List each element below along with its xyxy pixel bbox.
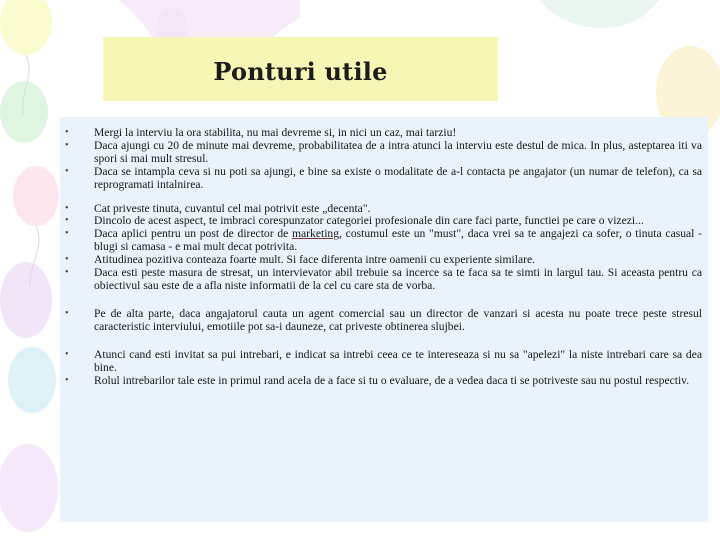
bullet-dot: • bbox=[65, 165, 69, 177]
bullet-list bbox=[62, 127, 702, 387]
list-item-text: Pe de alta parte, daca angajatorul cauta un agent comercial sau un director de vanzari si acesta nu poate trece peste stresul caracteristic interviului, emotiile pot sa-i dauneze, cat priveste obtinerea slujbei. bbox=[94, 306, 702, 333]
list-item bbox=[62, 308, 702, 334]
balloon-shape bbox=[0, 444, 58, 532]
bullet-dot: • bbox=[65, 348, 69, 360]
bullet-dot: • bbox=[65, 202, 69, 214]
balloon-shape bbox=[0, 0, 52, 55]
list-item bbox=[62, 375, 702, 388]
list-item bbox=[62, 140, 702, 166]
list-item-text: Atitudinea pozitiva conteaza foarte mult. Si face diferenta intre oamenii cu experiente similare. bbox=[94, 253, 536, 267]
list-item bbox=[62, 267, 702, 293]
balloon-shape bbox=[0, 262, 52, 338]
marketing-link[interactable]: marketing bbox=[292, 227, 340, 241]
bullet-dot: • bbox=[65, 228, 69, 240]
list-item-text: Dincolo de acest aspect, te imbraci corespunzator categoriei profesionale din care faci parte, functiei pe care o vizezi... bbox=[94, 214, 644, 228]
list-item-text: Rolul intrebarilor tale este in primul rand acela de a face si tu o evaluare, de a vedea daca ti se potriveste sau nu postul respectiv. bbox=[94, 373, 690, 387]
list-item-text: , costumul este un "must", daca vrei sa te angajezi ca sofer, o tinuta casual - blugi si camasa - e mai mult decat potrivita. bbox=[94, 227, 702, 254]
bullet-dot: • bbox=[65, 254, 69, 266]
list-item-text: Daca ajungi cu 20 de minute mai devreme, probabilitatea de a intra atunci la interviu este destul de mica. In plus, asteptarea iti va spori si mai mult stresul. bbox=[94, 138, 702, 165]
balloon-shape bbox=[0, 81, 48, 143]
list-item-text: Daca se intampla ceva si nu poti sa ajungi, e bine sa existe o modalitate de a-l contacta pe angajator (un numar de telefon), ca sa reprogramati intalnirea. bbox=[94, 164, 702, 191]
bullet-dot: • bbox=[65, 215, 69, 227]
bullet-dot: • bbox=[65, 139, 69, 151]
title-banner bbox=[103, 37, 498, 101]
bullet-dot: • bbox=[65, 127, 69, 138]
list-item-text: Cat priveste tinuta, cuvantul cel mai potrivit este „decenta". bbox=[94, 201, 371, 215]
list-item bbox=[62, 349, 702, 375]
list-item-text: Atunci cand esti invitat sa pui intrebari, e indicat sa intrebi ceea ce te intereseaza si nu sa "apelezi" la niste intrebari care sa dea bine. bbox=[94, 347, 702, 374]
list-item bbox=[62, 228, 702, 254]
list-item-text: Daca esti peste masura de stresat, un intervievator abil trebuie sa incerce sa te faca sa te simti in largul tau. Si aceasta pentru ca obiectivul sau este de a afla niste informatii de la cel cu care sta de vorba. bbox=[94, 266, 702, 292]
list-item-text: Mergi la interviu la ora stabilita, nu mai devreme si, in nici un caz, mai tarziu! bbox=[94, 126, 457, 139]
bullet-dot: • bbox=[65, 307, 69, 319]
list-item bbox=[62, 166, 702, 192]
bullet-dot: • bbox=[65, 374, 69, 386]
ribbon-shape bbox=[540, 0, 660, 28]
balloon-shape bbox=[8, 347, 56, 413]
bullet-dot: • bbox=[65, 267, 69, 279]
balloon-shape bbox=[13, 166, 59, 226]
list-item-text: Daca aplici pentru un post de director de bbox=[94, 227, 293, 241]
slide-title: Ponturi utile bbox=[213, 56, 388, 86]
